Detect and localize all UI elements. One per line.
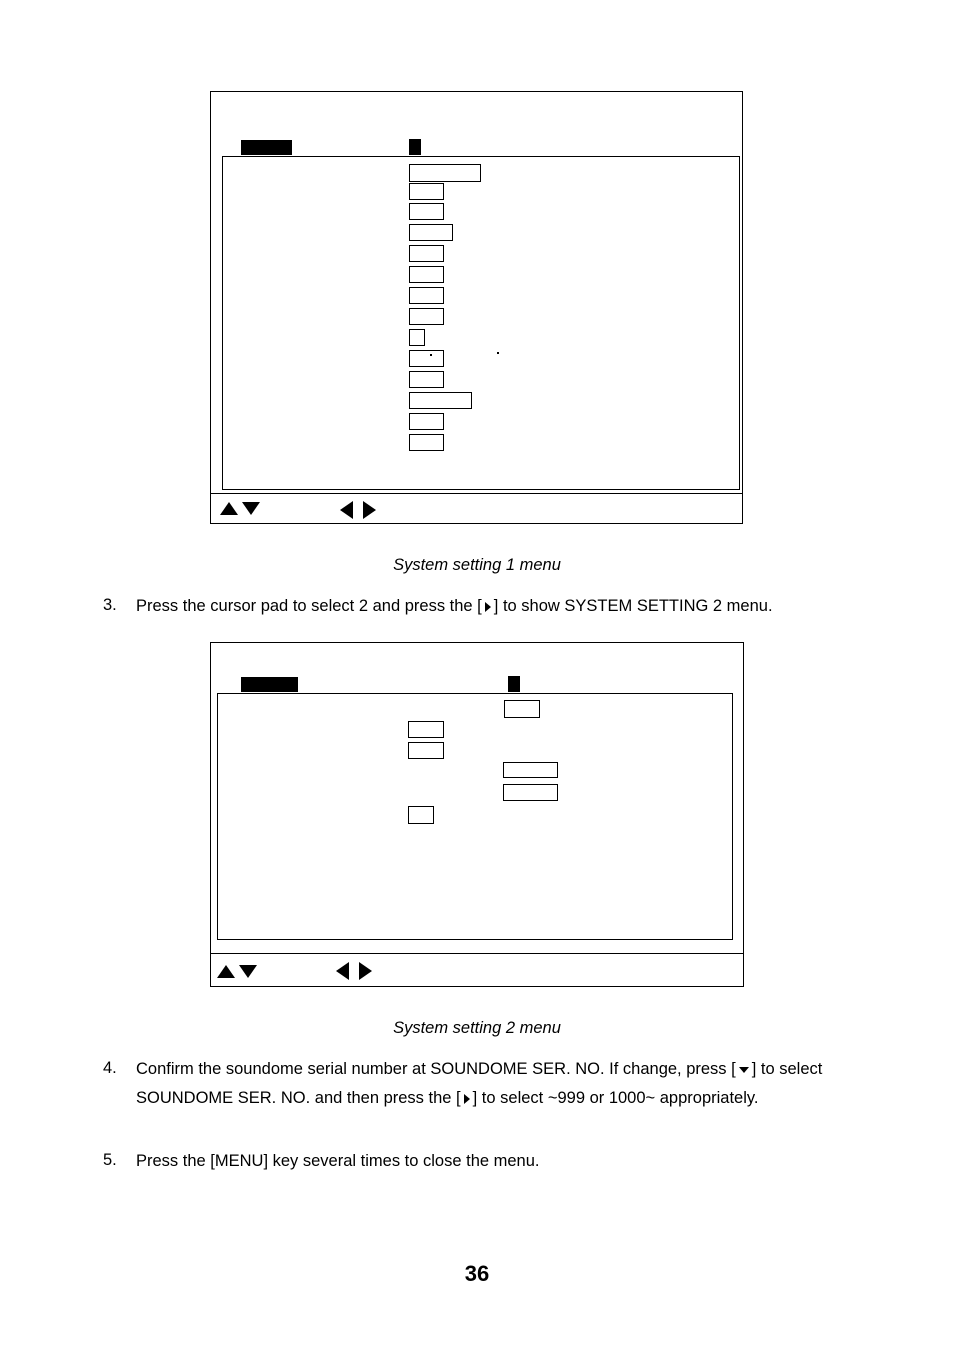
down-arrow-icon (239, 965, 257, 978)
setting-field[interactable] (408, 806, 434, 824)
selected-menu-title-bar (241, 140, 292, 155)
setting-field[interactable] (409, 308, 444, 325)
setting-field[interactable] (408, 721, 444, 738)
setting-field[interactable] (504, 700, 540, 718)
down-arrow-icon (242, 502, 260, 515)
setting-field[interactable] (409, 371, 444, 388)
setting-field[interactable] (409, 203, 444, 220)
caption-system-setting-2: System setting 2 menu (393, 1019, 561, 1037)
step-number: 3. (103, 596, 117, 614)
step-5-text: Press the [MENU] key several times to close the menu. (136, 1152, 540, 1170)
page-number: 36 (464, 1261, 490, 1286)
step-number: 5. (103, 1151, 117, 1169)
right-key-icon (485, 602, 491, 612)
left-arrow-icon (340, 501, 353, 519)
right-arrow-icon (363, 501, 376, 519)
page-selector-cursor[interactable] (409, 139, 421, 155)
setting-field[interactable] (409, 413, 444, 430)
menu-items-panel (222, 156, 740, 490)
selected-menu-title-bar (241, 677, 298, 692)
menu-items-panel (217, 693, 733, 940)
step-number: 4. (103, 1059, 117, 1077)
setting-field[interactable] (409, 392, 472, 409)
degree-mark (430, 354, 432, 356)
system-setting-2-screen (210, 642, 744, 987)
setting-field[interactable] (409, 434, 444, 451)
down-key-icon (739, 1067, 749, 1073)
setting-field[interactable] (409, 183, 444, 200)
step-3-text: Press the cursor pad to select 2 and press the [ ] to show SYSTEM SETTING 2 menu. (136, 597, 773, 615)
setting-field[interactable] (408, 742, 444, 759)
up-arrow-icon (217, 965, 235, 978)
setting-field[interactable] (503, 784, 558, 801)
page-selector-cursor[interactable] (508, 676, 520, 692)
setting-field[interactable] (409, 245, 444, 262)
caption-system-setting-1: System setting 1 menu (393, 556, 561, 574)
system-setting-1-screen (210, 91, 743, 524)
right-arrow-icon (359, 962, 372, 980)
degree-mark (497, 352, 499, 354)
step-4-text: Confirm the soundome serial number at SOUNDOME SER. NO. If change, press [ ] to select SOUNDOME SER. NO. and then press the [ ] to select ~999 or 1000~ appropriately. (136, 1060, 823, 1107)
setting-field[interactable] (409, 350, 444, 367)
setting-field[interactable] (409, 266, 444, 283)
guide-bar-divider (211, 953, 743, 954)
setting-field[interactable] (409, 287, 444, 304)
up-arrow-icon (220, 502, 238, 515)
right-key-icon (464, 1094, 470, 1104)
setting-field[interactable] (409, 329, 425, 346)
setting-field[interactable] (409, 164, 481, 182)
setting-field[interactable] (409, 224, 453, 241)
guide-bar-divider (211, 493, 742, 494)
left-arrow-icon (336, 962, 349, 980)
setting-field[interactable] (503, 762, 558, 778)
